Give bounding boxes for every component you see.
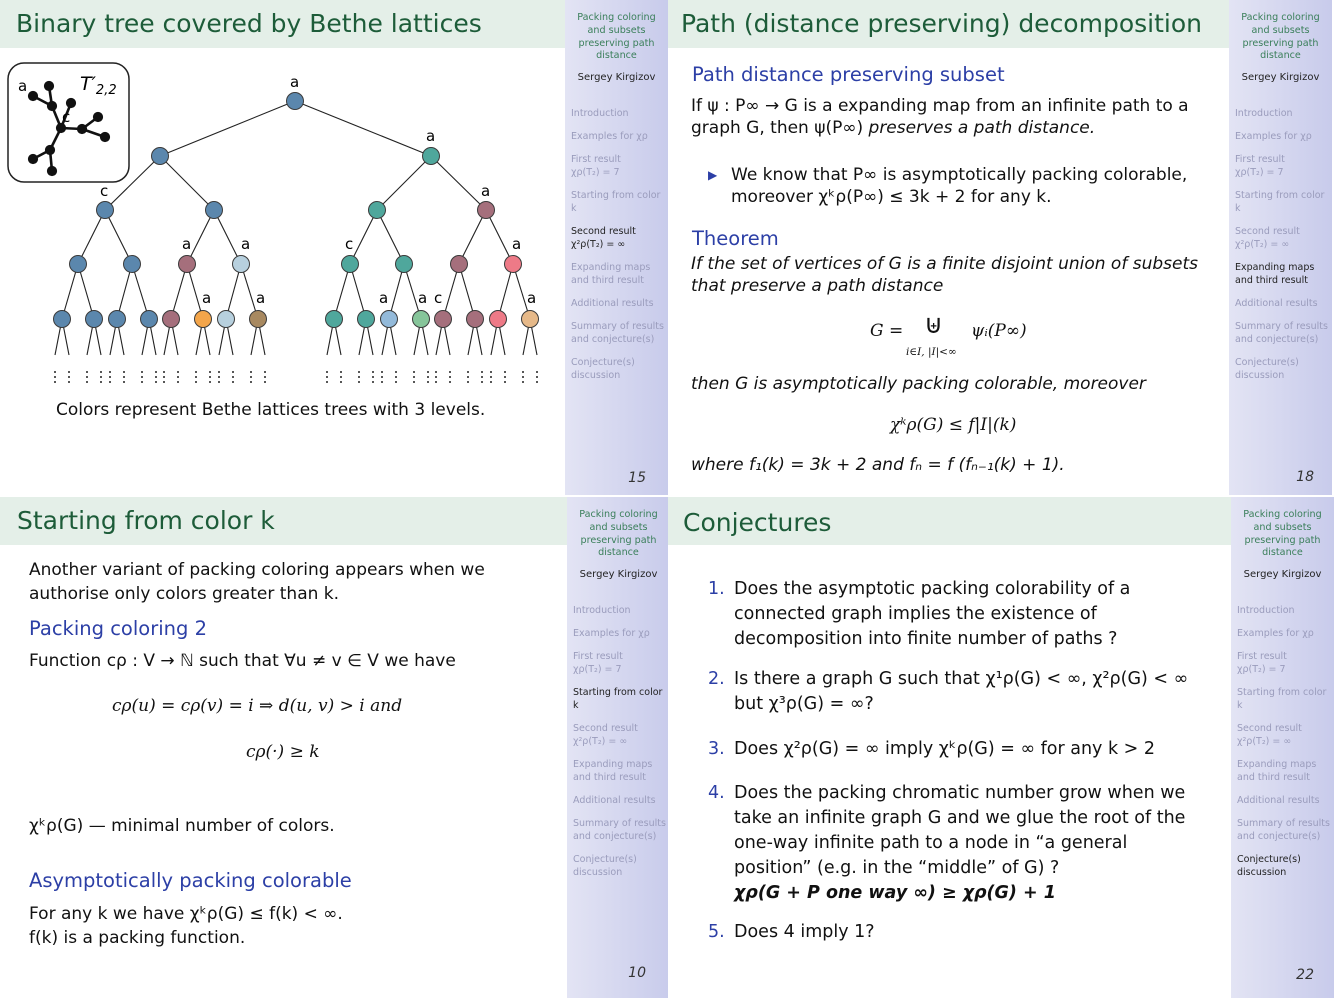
sidebar-nav-item[interactable]: Summary of results and conjecture(s) xyxy=(571,321,664,345)
tree-node xyxy=(490,311,507,328)
tree-edge xyxy=(214,210,241,264)
tree-node xyxy=(451,256,468,273)
continuation-dot xyxy=(340,376,342,378)
continuation-dot xyxy=(195,381,197,383)
sidebar-author: Sergey Kirgizov xyxy=(1241,72,1320,83)
tree-node xyxy=(109,311,126,328)
continuation-dot xyxy=(395,381,397,383)
inset-label-c: c xyxy=(62,108,71,126)
sidebar-nav-item[interactable]: Additional results xyxy=(573,795,656,806)
tree-node xyxy=(326,311,343,328)
tree-node xyxy=(467,311,484,328)
tree-edge xyxy=(105,210,132,264)
tree-node xyxy=(54,311,71,328)
conjecture-line: χρ(G + P one way ∞) ≥ χρ(G) + 1 xyxy=(734,883,1056,903)
sidebar-nav-item[interactable]: Examples for χρ xyxy=(1237,628,1314,639)
tree-label-c: c xyxy=(100,182,109,200)
tree-label-a: a xyxy=(426,127,436,145)
tree-node xyxy=(70,256,87,273)
continuation-dot xyxy=(100,381,102,383)
continuation-dot xyxy=(427,371,429,373)
continuation-dot xyxy=(155,371,157,373)
tree-label-a: a xyxy=(418,289,428,307)
page-number: 18 xyxy=(1296,469,1314,485)
sidebar-nav-item[interactable]: Introduction xyxy=(1237,605,1295,616)
continuation-dot xyxy=(536,376,538,378)
continuation-dot xyxy=(86,371,88,373)
continuation-dot xyxy=(467,376,469,378)
tree-node xyxy=(435,311,452,328)
tree-node xyxy=(179,256,196,273)
tree-node xyxy=(163,311,180,328)
tree-node xyxy=(152,148,169,165)
sidebar-nav-item[interactable]: Expanding maps and third result xyxy=(573,759,653,783)
bullet-line: We know that P∞ is asymptotically packing colorable, xyxy=(731,165,1188,185)
continuation-dot xyxy=(372,371,374,373)
sidebar-author: Sergey Kirgizov xyxy=(579,569,658,580)
sidebar-nav-item[interactable]: Second result χ²ρ(T₂) = ∞ xyxy=(1235,226,1300,250)
theorem-heading: Theorem xyxy=(692,227,779,250)
tree-edge xyxy=(78,210,105,264)
tree-node xyxy=(195,311,212,328)
tree-node xyxy=(124,256,141,273)
tree-node xyxy=(358,311,375,328)
continuation-dot xyxy=(381,371,383,373)
continuation-dot xyxy=(86,376,88,378)
continuation-dot xyxy=(326,376,328,378)
continuation-dot xyxy=(54,381,56,383)
sidebar-nav-item[interactable]: Examples for χρ xyxy=(1235,131,1312,142)
continuation-dot xyxy=(109,381,111,383)
continuation-dot xyxy=(163,381,165,383)
continuation-dot xyxy=(427,376,429,378)
conjecture-line: position” (e.g. in the “middle” of G) ? xyxy=(734,858,1060,878)
definition-line: Function cρ : V → ℕ such that ∀u ≠ v ∈ V we have xyxy=(29,651,456,671)
continuation-dot xyxy=(123,376,125,378)
continuation-dot xyxy=(504,371,506,373)
continuation-dot xyxy=(250,381,252,383)
continuation-dot xyxy=(490,376,492,378)
continuation-dot xyxy=(195,371,197,373)
continuation-dot xyxy=(141,381,143,383)
conjecture-number: 3. xyxy=(708,739,725,759)
continuation-dot xyxy=(490,381,492,383)
continuation-dot xyxy=(381,376,383,378)
tree-edge xyxy=(160,156,214,210)
bullet-line: moreover χᵏρ(P∞) ≤ 3k + 2 for any k. xyxy=(731,187,1052,207)
sidebar-nav-item[interactable]: Examples for χρ xyxy=(571,131,648,142)
tree-node xyxy=(381,311,398,328)
chi-definition: χᵏρ(G) — minimal number of colors. xyxy=(29,816,335,836)
sidebar-nav-item[interactable]: Additional results xyxy=(1235,298,1318,309)
continuation-dot xyxy=(232,376,234,378)
continuation-dot xyxy=(413,371,415,373)
sidebar-title: Packing coloring and subsets preserving path distance xyxy=(1243,509,1322,559)
tree-edge xyxy=(486,210,513,264)
intro-line: authorise only colors greater than k. xyxy=(29,584,340,604)
continuation-dot xyxy=(163,371,165,373)
tree-node xyxy=(287,93,304,110)
continuation-dot xyxy=(326,371,328,373)
tree-label-a: a xyxy=(512,235,522,253)
theorem-line: If the set of vertices of G is a finite disjoint union of subsets xyxy=(691,254,1198,274)
slide-title-bar xyxy=(0,497,567,545)
sidebar-nav-item[interactable]: Starting from color k xyxy=(573,687,663,711)
tree-label-a: a xyxy=(202,289,212,307)
conjecture-line: but χ³ρ(G) = ∞? xyxy=(734,694,874,714)
continuation-dot xyxy=(68,371,70,373)
continuation-dot xyxy=(264,371,266,373)
continuation-dot xyxy=(340,371,342,373)
continuation-dot xyxy=(209,371,211,373)
sidebar-nav-item[interactable]: Expanding maps and third result xyxy=(571,262,651,286)
continuation-dot xyxy=(536,381,538,383)
continuation-dot xyxy=(340,381,342,383)
continuation-dot xyxy=(155,381,157,383)
continuation-dot xyxy=(413,376,415,378)
continuation-dot xyxy=(177,381,179,383)
tree-edge xyxy=(295,101,431,156)
equation-left: G = xyxy=(870,321,904,341)
sidebar-nav-item[interactable]: Summary of results and conjecture(s) xyxy=(1235,321,1328,345)
union-subscript: i∈I, |I|<∞ xyxy=(906,346,957,358)
continuation-dot xyxy=(395,371,397,373)
continuation-dot xyxy=(177,371,179,373)
continuation-dot xyxy=(54,376,56,378)
sidebar-nav-item[interactable]: Examples for χρ xyxy=(573,628,650,639)
continuation-dot xyxy=(358,376,360,378)
continuation-dot xyxy=(141,376,143,378)
continuation-dot xyxy=(218,376,220,378)
continuation-dot xyxy=(522,381,524,383)
sidebar-nav-item[interactable]: Additional results xyxy=(1237,795,1320,806)
slide-18 xyxy=(668,0,1336,495)
conjecture-line: Is there a graph G such that χ¹ρ(G) < ∞, χ²ρ(G) < ∞ xyxy=(734,669,1189,689)
sidebar xyxy=(1229,0,1332,495)
continuation-dot xyxy=(358,381,360,383)
definition-line: For any k we have χᵏρ(G) ≤ f(k) < ∞. xyxy=(29,904,343,924)
equation-min-color: cρ(·) ≥ k xyxy=(246,742,320,762)
tree-node xyxy=(86,311,103,328)
bullet-icon: ▶ xyxy=(708,168,718,182)
continuation-dot xyxy=(490,371,492,373)
tree-edge xyxy=(377,210,404,264)
tree-caption: Colors represent Bethe lattices trees with 3 levels. xyxy=(56,400,486,420)
sidebar-nav-item[interactable]: First result χρ(T₂) = 7 xyxy=(1237,651,1287,675)
continuation-dot xyxy=(467,371,469,373)
page-number: 10 xyxy=(628,965,646,981)
continuation-dot xyxy=(395,376,397,378)
paragraph-line: If ψ : P∞ → G is a expanding map from an infinite path to a xyxy=(691,96,1189,116)
tree-figure xyxy=(0,50,560,495)
theorem-line: that preserve a path distance xyxy=(691,276,944,296)
paragraph-line: graph G, then ψ(P∞) preserves a path distance. xyxy=(691,118,1096,138)
page-number: 15 xyxy=(628,470,646,486)
conjecture-line: Does the asymptotic packing colorability of a xyxy=(734,579,1131,599)
continuation-dot xyxy=(155,376,157,378)
definition-heading: Packing coloring 2 xyxy=(29,617,207,640)
continuation-dot xyxy=(163,376,165,378)
continuation-dot xyxy=(504,376,506,378)
tree-edge xyxy=(160,101,295,156)
tree-node xyxy=(369,202,386,219)
slide-title: Binary tree covered by Bethe lattices xyxy=(16,9,482,38)
sidebar-title: Packing coloring and subsets preserving path distance xyxy=(1241,12,1320,62)
sidebar-nav-item[interactable]: First result χρ(T₂) = 7 xyxy=(1235,154,1285,178)
sidebar-nav-item[interactable]: Conjecture(s) discussion xyxy=(1235,357,1299,381)
continuation-dot xyxy=(449,371,451,373)
continuation-dot xyxy=(177,376,179,378)
tree-node xyxy=(413,311,430,328)
sidebar-nav-item[interactable]: Second result χ²ρ(T₂) = ∞ xyxy=(571,226,636,250)
continuation-dot xyxy=(123,371,125,373)
tree-edge xyxy=(431,156,486,210)
tree-node xyxy=(250,311,267,328)
definition-line: f(k) is a packing function. xyxy=(29,928,246,948)
continuation-dot xyxy=(481,371,483,373)
tree-continuation-dots xyxy=(54,371,538,383)
tree-label-a: a xyxy=(379,289,389,307)
where-line: where f₁(k) = 3k + 2 and fₙ = f (fₙ₋₁(k) + 1). xyxy=(691,455,1065,475)
continuation-dot xyxy=(435,376,437,378)
sidebar-nav-item[interactable]: Second result χ²ρ(T₂) = ∞ xyxy=(573,723,638,747)
continuation-dot xyxy=(435,371,437,373)
slide-title-bar xyxy=(0,0,565,48)
continuation-dot xyxy=(481,381,483,383)
continuation-dot xyxy=(68,381,70,383)
continuation-dot xyxy=(427,381,429,383)
sidebar-nav-item[interactable]: First result χρ(T₂) = 7 xyxy=(573,651,623,675)
conjecture-line: Does the packing chromatic number grow when we xyxy=(734,783,1186,803)
sidebar-nav-item[interactable]: Starting from color k xyxy=(571,190,661,214)
sidebar-nav-item[interactable]: Introduction xyxy=(1235,108,1293,119)
tree-label-c: c xyxy=(434,289,443,307)
tree-node xyxy=(342,256,359,273)
section-heading: Path distance preserving subset xyxy=(692,63,1005,86)
sidebar xyxy=(567,497,668,998)
sidebar-nav-item[interactable]: Additional results xyxy=(571,298,654,309)
sidebar-title: Packing coloring and subsets preserving path distance xyxy=(579,509,658,559)
continuation-dot xyxy=(372,376,374,378)
tree-label-c: c xyxy=(345,235,354,253)
continuation-dot xyxy=(264,376,266,378)
slide-title: Conjectures xyxy=(683,508,832,537)
sidebar-nav-item[interactable]: Conjecture(s) discussion xyxy=(571,357,635,381)
continuation-dot xyxy=(250,371,252,373)
continuation-dot xyxy=(250,376,252,378)
continuation-dot xyxy=(467,381,469,383)
conjecture-number: 1. xyxy=(708,579,725,599)
sidebar-author: Sergey Kirgizov xyxy=(1243,569,1322,580)
tree-node xyxy=(396,256,413,273)
sidebar-nav-item[interactable]: Introduction xyxy=(573,605,631,616)
sidebar-author: Sergey Kirgizov xyxy=(577,72,656,83)
tree-label-a: a xyxy=(481,182,491,200)
tree-edge xyxy=(459,210,486,264)
sidebar-nav-item[interactable]: Starting from color k xyxy=(1235,190,1325,214)
continuation-dot xyxy=(109,371,111,373)
tree-edge xyxy=(377,156,431,210)
conjecture-line: one-way infinite path to a node in “a general xyxy=(734,833,1128,853)
tree-node xyxy=(218,311,235,328)
tree-node xyxy=(206,202,223,219)
continuation-dot xyxy=(141,371,143,373)
definition-heading: Asymptotically packing colorable xyxy=(29,869,352,892)
equation-chi: χᵏρ(G) ≤ f|I|(k) xyxy=(890,415,1017,435)
continuation-dot xyxy=(435,381,437,383)
conjecture-number: 5. xyxy=(708,922,725,942)
continuation-dot xyxy=(209,376,211,378)
tree-node xyxy=(233,256,250,273)
tree-label-a: a xyxy=(241,235,251,253)
continuation-dot xyxy=(522,376,524,378)
sidebar-nav-item[interactable]: Summary of results and conjecture(s) xyxy=(573,818,666,842)
sidebar-title: Packing coloring and subsets preserving path distance xyxy=(577,12,656,62)
tree-labels xyxy=(100,73,536,307)
tree-label-a: a xyxy=(527,289,537,307)
conjecture-line: connected graph implies the existence of xyxy=(734,604,1097,624)
sidebar-nav-item[interactable]: Conjecture(s) discussion xyxy=(1237,854,1301,878)
tree-label-a: a xyxy=(182,235,192,253)
sidebar-nav-item[interactable]: Second result χ²ρ(T₂) = ∞ xyxy=(1237,723,1302,747)
continuation-dot xyxy=(100,376,102,378)
continuation-dot xyxy=(100,371,102,373)
equation-right: ψᵢ(P∞) xyxy=(971,321,1027,341)
continuation-dot xyxy=(232,371,234,373)
continuation-dot xyxy=(522,371,524,373)
conjecture-line: Does χ²ρ(G) = ∞ imply χᵏρ(G) = ∞ for any k > 2 xyxy=(734,739,1156,759)
tree-node xyxy=(97,202,114,219)
continuation-dot xyxy=(413,381,415,383)
tree-edge xyxy=(350,210,377,264)
continuation-dot xyxy=(449,381,451,383)
inset-label-a: a xyxy=(18,77,28,95)
then-line: then G is asymptotically packing colorable, moreover xyxy=(691,374,1146,394)
conjecture-number: 4. xyxy=(708,783,725,803)
sidebar-nav-item[interactable]: Expanding maps and third result xyxy=(1237,759,1317,783)
conjecture-line: decomposition into finite number of paths ? xyxy=(734,629,1118,649)
tree-node xyxy=(141,311,158,328)
tree-node xyxy=(478,202,495,219)
tree-node xyxy=(505,256,522,273)
continuation-dot xyxy=(326,381,328,383)
slide-title-bar xyxy=(668,497,1231,545)
conjecture-line: Does 4 imply 1? xyxy=(734,922,875,942)
continuation-dot xyxy=(68,376,70,378)
sidebar xyxy=(1231,497,1334,998)
disjoint-union-symbol: ⊎ xyxy=(924,310,944,340)
sidebar-nav-item[interactable]: Summary of results and conjecture(s) xyxy=(1237,818,1330,842)
continuation-dot xyxy=(504,381,506,383)
continuation-dot xyxy=(372,381,374,383)
continuation-dot xyxy=(358,371,360,373)
sidebar-nav-item[interactable]: Expanding maps and third result xyxy=(1235,262,1315,286)
continuation-dot xyxy=(481,376,483,378)
tree-label-a: a xyxy=(256,289,266,307)
inset-tree-label: $T'_{2,2}$ xyxy=(80,73,117,98)
conjecture-line: take an infinite graph G and we glue the root of the xyxy=(734,808,1186,828)
continuation-dot xyxy=(123,381,125,383)
continuation-dot xyxy=(195,376,197,378)
intro-line: Another variant of packing coloring appears when we xyxy=(29,560,485,580)
sidebar-nav-item[interactable]: First result χρ(T₂) = 7 xyxy=(571,154,621,178)
continuation-dot xyxy=(218,381,220,383)
sidebar-nav-item[interactable]: Conjecture(s) discussion xyxy=(573,854,637,878)
page-number: 22 xyxy=(1296,967,1314,983)
continuation-dot xyxy=(536,371,538,373)
sidebar xyxy=(565,0,668,495)
continuation-dot xyxy=(449,376,451,378)
continuation-dot xyxy=(264,381,266,383)
continuation-dot xyxy=(209,381,211,383)
continuation-dot xyxy=(218,371,220,373)
continuation-dot xyxy=(381,381,383,383)
slide-title: Path (distance preserving) decomposition xyxy=(681,9,1202,38)
slide-10 xyxy=(0,497,668,998)
equation-packing: cρ(u) = cρ(v) = i ⇒ d(u, v) > i and xyxy=(112,696,403,716)
continuation-dot xyxy=(109,376,111,378)
tree-node xyxy=(522,311,539,328)
slide-22 xyxy=(668,497,1336,998)
slide-title: Starting from color k xyxy=(17,506,275,535)
tree-node xyxy=(423,148,440,165)
slide-title-bar xyxy=(668,0,1229,48)
sidebar-nav-item[interactable]: Introduction xyxy=(571,108,629,119)
continuation-dot xyxy=(232,381,234,383)
tree-label-a: a xyxy=(290,73,300,91)
conjecture-number: 2. xyxy=(708,669,725,689)
slide-15 xyxy=(0,0,668,495)
sidebar-nav-item[interactable]: Starting from color k xyxy=(1237,687,1327,711)
continuation-dot xyxy=(86,381,88,383)
continuation-dot xyxy=(54,371,56,373)
